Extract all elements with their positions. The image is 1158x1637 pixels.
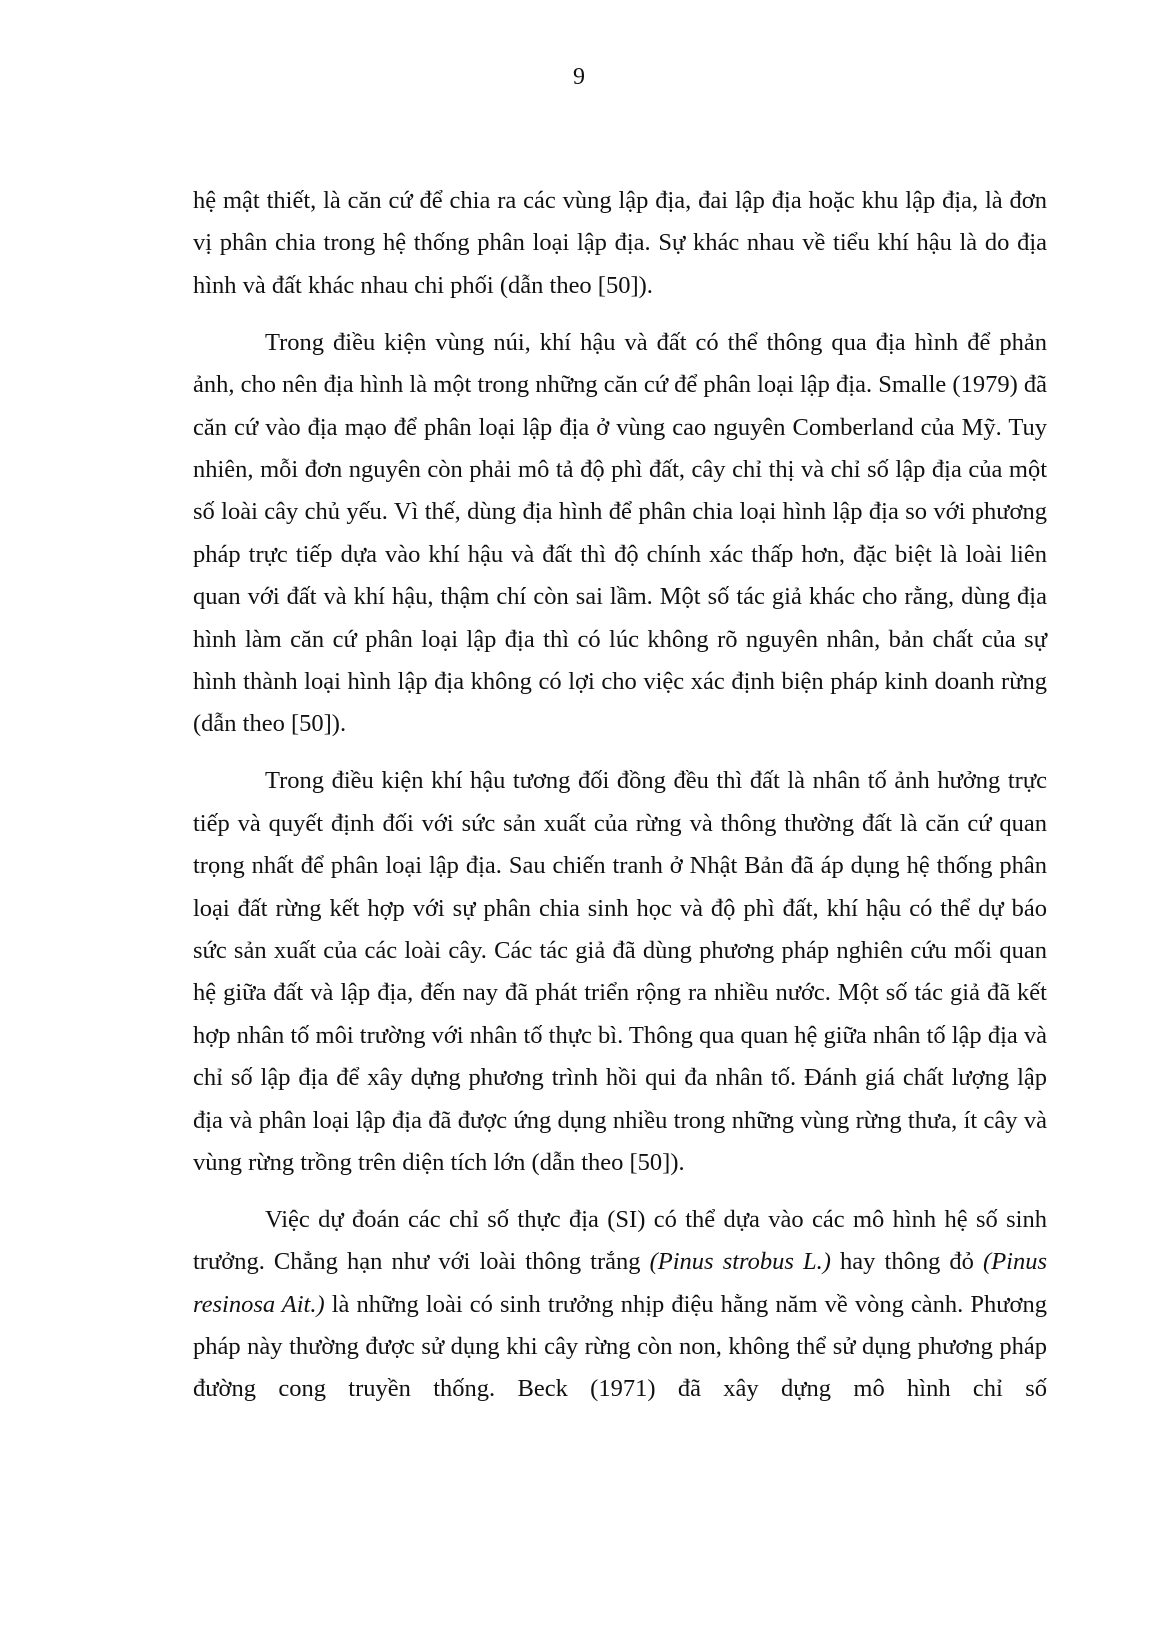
species-name-pinus-resinosa: (Pinus resinosa Ait.) xyxy=(193,1248,1047,1318)
species-name-pinus-strobus: (Pinus strobus L.) xyxy=(649,1248,831,1276)
document-body xyxy=(193,180,1047,1411)
paragraph-4-text-b: hay thông đỏ xyxy=(830,1248,984,1276)
paragraph-4-text-a: Việc dự đoán các chỉ số thực địa (SI) có thể dựa vào các mô hình hệ số sinh trưởng. Chẳng hạn như với loài thông trắng xyxy=(193,1205,1047,1276)
paragraph-4 xyxy=(193,1199,1047,1411)
paragraph-3: Trong điều kiện khí hậu tương đối đồng đều thì đất là nhân tố ảnh hưởng trực tiếp và quyết định đối với sức sản xuất của rừng và thông thường đất là căn cứ quan trọng nhất để phân loại lập địa. Sau chiến tranh ở Nhật Bản đã áp dụng hệ thống phân loại đất rừng kết hợp với sự phân chia sinh học và độ phì đất, khí hậu có thể dự báo sức sản xuất của các loài cây. Các tác giả đã dùng phương pháp nghiên cứu mối quan hệ giữa đất và lập địa, đến nay đã phát triển rộng ra nhiều nước. Một số tác giả đã kết hợp nhân tố môi trường với nhân tố thực bì. Thông qua quan hệ giữa nhân tố lập địa và chỉ số lập địa để xây dựng phương trình hồi qui đa nhân tố. Đánh giá chất lượng lập địa và phân loại lập địa đã được ứng dụng nhiều trong những vùng rừng thưa, ít cây và vùng rừng trồng trên diện tích lớn (dẫn theo [50]). xyxy=(193,767,1047,1176)
paragraph-2: Trong điều kiện vùng núi, khí hậu và đất có thể thông qua địa hình để phản ảnh, cho nên địa hình là một trong những căn cứ để phân loại lập địa. Smalle (1979) đã căn cứ vào địa mạo để phân loại lập địa ở vùng cao nguyên Comberland của Mỹ. Tuy nhiên, mỗi đơn nguyên còn phải mô tả độ phì đất, cây chỉ thị và chỉ số lập địa của một số loài cây chủ yếu. Vì thế, dùng địa hình để phân chia loại hình lập địa so với phương pháp trực tiếp dựa vào khí hậu và đất thì độ chính xác thấp hơn, đặc biệt là loài liên quan với đất và khí hậu, thậm chí còn sai lầm. Một số tác giả khác cho rằng, dùng địa hình làm căn cứ phân loại lập địa thì có lúc không rõ nguyên nhân, bản chất của sự hình thành loại hình lập địa không có lợi cho việc xác định biện pháp kinh doanh rừng (dẫn theo [50]). xyxy=(193,328,1047,738)
page-number: 9 xyxy=(573,64,585,90)
paragraph-4-text-c: là những loài có sinh trưởng nhịp điệu hằng năm về vòng cành. Phương pháp này thường được sử dụng khi cây rừng còn non, không thể sử dụng phương pháp đường cong truyền thống. Beck (1971) đã xây dựng mô hình chỉ số xyxy=(193,1290,1048,1403)
paragraph-1: hệ mật thiết, là căn cứ để chia ra các vùng lập địa, đai lập địa hoặc khu lập địa, là đơn vị phân chia trong hệ thống phân loại lập địa. Sự khác nhau về tiểu khí hậu là do địa hình và đất khác nhau chi phối (dẫn theo [50]). xyxy=(193,187,1047,299)
